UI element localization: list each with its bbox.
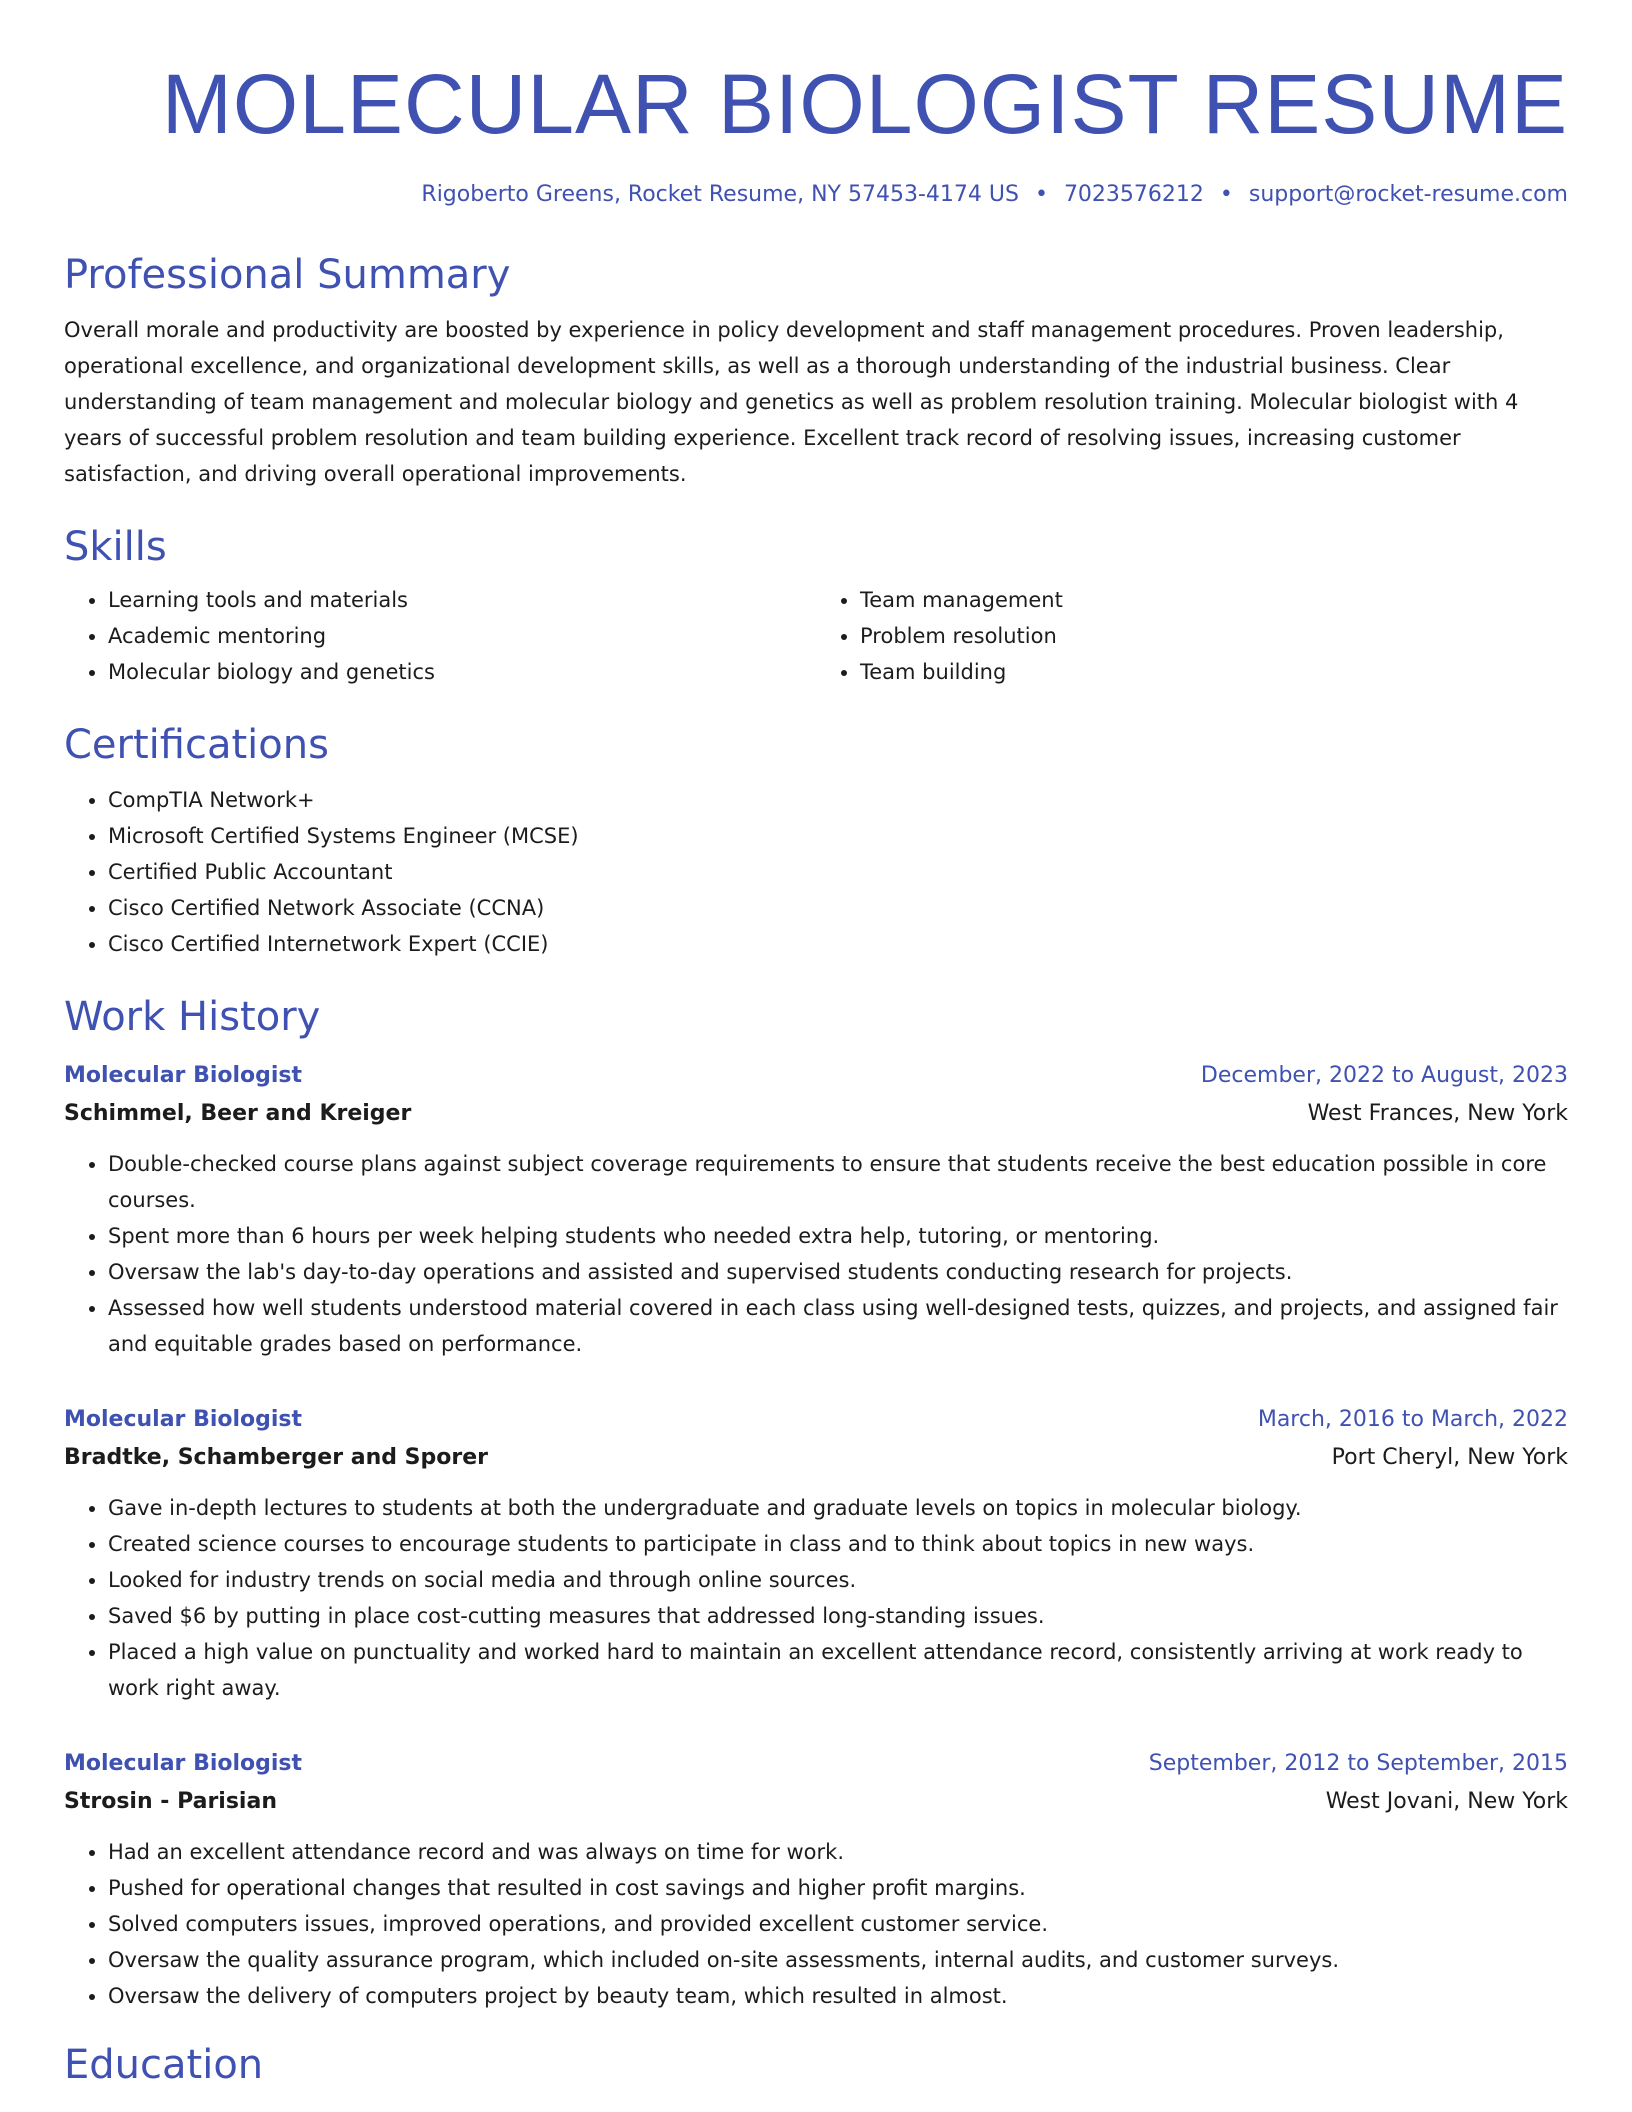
job-bullet: • Gave in-depth lectures to students at both the undergraduate and graduate levels on topics in molecular biology.	[108, 1490, 1568, 1526]
job-bullet: • Oversaw the lab's day-to-day operations and assisted and supervised students conducting research for projects.	[108, 1254, 1568, 1290]
job-bullet: • Solved computers issues, improved operations, and provided excellent customer service.	[108, 1906, 1568, 1942]
job-bullet: • Spent more than 6 hours per week helping students who needed extra help, tutoring, or mentoring.	[108, 1218, 1568, 1254]
job-bullet: • Had an excellent attendance record and was always on time for work.	[108, 1834, 1568, 1870]
job-company-row	[64, 1438, 1568, 1478]
job-bullet: • Double-checked course plans against subject coverage requirements to ensure that students receive the best education possible in core courses.	[108, 1146, 1568, 1218]
skill-item: • Academic mentoring	[108, 618, 816, 654]
job-title: Molecular Biologist	[64, 1751, 303, 1776]
job-bullet: • Saved $6 by putting in place cost-cutting measures that addressed long-standing issues.	[108, 1598, 1568, 1634]
job-dates: December, 2022 to August, 2023	[1200, 1063, 1568, 1088]
work-history-heading: Work History	[64, 994, 321, 1040]
job-header-row	[64, 1058, 1568, 1094]
job-bullets	[64, 1146, 1568, 1362]
skill-item: • Learning tools and materials	[108, 582, 816, 618]
job-title: Molecular Biologist	[64, 1063, 303, 1088]
contact-separator: •	[1034, 182, 1048, 207]
job-company-row	[64, 1094, 1568, 1134]
job-bullets	[64, 1834, 1568, 2014]
job-bullet: • Oversaw the delivery of computers project by beauty team, which resulted in almost.	[108, 1978, 1568, 2014]
job-bullet: • Oversaw the quality assurance program, which included on-site assessments, internal audits, and customer surveys.	[108, 1942, 1568, 1978]
contact-separator: •	[1219, 182, 1233, 207]
summary-text: Overall morale and productivity are boosted by experience in policy development and staff management procedures. Proven leadership, operational excellence, and organizational development skills, as well as a thorough understanding of the industrial business. Clear understanding of team management and molecular biology and genetics as well as problem resolution training. Molecular biologist with 4 years of successful problem resolution and team building experience. Excellent track record of resolving issues, increasing customer satisfaction, and driving overall operational improvements.	[64, 318, 1519, 486]
certifications-list	[64, 782, 1568, 962]
job-location: Port Cheryl, New York	[1331, 1445, 1568, 1470]
skill-item: • Molecular biology and genetics	[108, 654, 816, 690]
skills-heading: Skills	[64, 524, 167, 570]
job-dates: March, 2016 to March, 2022	[1257, 1407, 1568, 1432]
certification-item: • CompTIA Network+	[108, 782, 1568, 818]
skill-item: • Problem resolution	[860, 618, 1568, 654]
skills-list-right	[816, 582, 1568, 690]
job-company-row	[64, 1782, 1568, 1822]
skills-list-left	[64, 582, 816, 690]
resume-page	[64, 0, 1568, 2090]
job-company: Strosin - Parisian	[64, 1789, 277, 1814]
skills-columns	[64, 582, 1568, 690]
job-location: West Jovani, New York	[1325, 1789, 1568, 1814]
job-location: West Frances, New York	[1307, 1101, 1568, 1126]
job-company: Schimmel, Beer and Kreiger	[64, 1101, 412, 1126]
job-bullets	[64, 1490, 1568, 1706]
certification-item: • Cisco Certified Network Associate (CCNA)	[108, 890, 1568, 926]
job-header-row	[64, 1746, 1568, 1782]
job-bullet: • Pushed for operational changes that resulted in cost savings and higher profit margins.	[108, 1870, 1568, 1906]
skill-item: • Team building	[860, 654, 1568, 690]
job-bullet: • Placed a high value on punctuality and worked hard to maintain an excellent attendance record, consistently arriving at work ready to work right away.	[108, 1634, 1568, 1706]
summary-heading: Professional Summary	[64, 252, 511, 298]
skill-item: • Team management	[860, 582, 1568, 618]
contact-address: Rigoberto Greens, Rocket Resume, NY 57453-4174 US	[421, 182, 1019, 207]
job-entry	[64, 1402, 1568, 1706]
job-bullet: • Looked for industry trends on social media and through online sources.	[108, 1562, 1568, 1598]
job-company: Bradtke, Schamberger and Sporer	[64, 1445, 488, 1470]
job-entry	[64, 1058, 1568, 1362]
job-header-row	[64, 1402, 1568, 1438]
contact-line	[64, 180, 1568, 210]
certification-item: • Certified Public Accountant	[108, 854, 1568, 890]
job-entry	[64, 1746, 1568, 2014]
job-title: Molecular Biologist	[64, 1407, 303, 1432]
certification-item: • Cisco Certified Internetwork Expert (CCIE)	[108, 926, 1568, 962]
resume-title: MOLECULAR BIOLOGIST RESUME	[161, 57, 1568, 151]
job-bullet: • Assessed how well students understood material covered in each class using well-designed tests, quizzes, and projects, and assigned fair and equitable grades based on performance.	[108, 1290, 1568, 1362]
job-dates: September, 2012 to September, 2015	[1148, 1751, 1568, 1776]
contact-phone: 7023576212	[1063, 182, 1204, 207]
education-heading: Education	[64, 2042, 264, 2088]
certification-item: • Microsoft Certified Systems Engineer (MCSE)	[108, 818, 1568, 854]
job-bullet: • Created science courses to encourage students to participate in class and to think about topics in new ways.	[108, 1526, 1568, 1562]
certifications-heading: Certifications	[64, 722, 329, 768]
contact-email: support@rocket-resume.com	[1248, 182, 1568, 207]
